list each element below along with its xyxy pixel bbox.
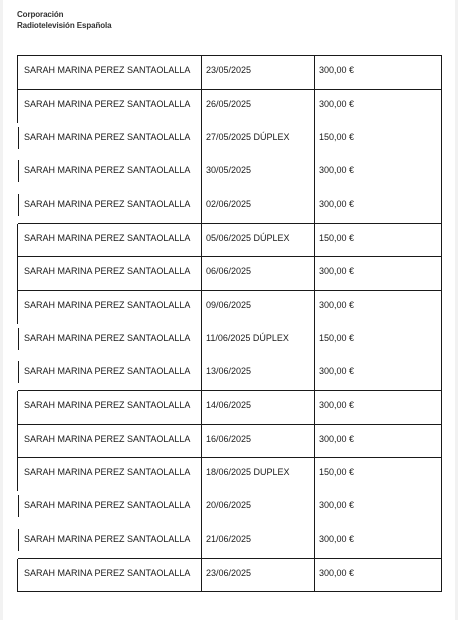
name-cell: SARAH MARINA PEREZ SANTAOLALLA	[18, 56, 202, 90]
name-cell: SARAH MARINA PEREZ SANTAOLALLA	[18, 123, 202, 157]
amount-cell: 150,00 €	[315, 324, 442, 358]
amount-cell: 300,00 €	[315, 257, 442, 291]
amount-cell: 300,00 €	[315, 357, 442, 391]
table-row	[18, 123, 442, 157]
name-cell: SARAH MARINA PEREZ SANTAOLALLA	[18, 257, 202, 291]
date-cell: 16/06/2025	[202, 424, 315, 458]
table-row	[18, 89, 442, 123]
date-cell: 11/06/2025 DÚPLEX	[202, 324, 315, 358]
table-row	[18, 190, 442, 224]
amount-cell: 300,00 €	[315, 558, 442, 592]
name-cell: SARAH MARINA PEREZ SANTAOLALLA	[18, 558, 202, 592]
table-row	[18, 290, 442, 324]
date-cell: 23/06/2025	[202, 558, 315, 592]
name-cell: SARAH MARINA PEREZ SANTAOLALLA	[18, 89, 202, 123]
name-cell: SARAH MARINA PEREZ SANTAOLALLA	[18, 491, 202, 525]
date-cell: 30/05/2025	[202, 156, 315, 190]
header-line-2: Radiotelevisión Española	[17, 21, 112, 30]
amount-cell: 300,00 €	[315, 424, 442, 458]
amount-cell: 300,00 €	[315, 156, 442, 190]
header-line-1: Corporación	[17, 10, 64, 19]
table-row	[18, 257, 442, 291]
name-cell: SARAH MARINA PEREZ SANTAOLALLA	[18, 391, 202, 425]
name-cell: SARAH MARINA PEREZ SANTAOLALLA	[18, 156, 202, 190]
table-row	[18, 357, 442, 391]
table-row	[18, 223, 442, 257]
table-row	[18, 324, 442, 358]
amount-cell: 150,00 €	[315, 458, 442, 492]
name-cell: SARAH MARINA PEREZ SANTAOLALLA	[18, 324, 202, 358]
amount-cell: 300,00 €	[315, 190, 442, 224]
date-cell: 09/06/2025	[202, 290, 315, 324]
date-cell: 21/06/2025	[202, 525, 315, 559]
amount-cell: 150,00 €	[315, 123, 442, 157]
table-row	[18, 156, 442, 190]
date-cell: 14/06/2025	[202, 391, 315, 425]
date-cell: 20/06/2025	[202, 491, 315, 525]
amount-cell: 300,00 €	[315, 56, 442, 90]
amount-cell: 150,00 €	[315, 223, 442, 257]
table-row	[18, 424, 442, 458]
payments-table	[17, 55, 442, 592]
name-cell: SARAH MARINA PEREZ SANTAOLALLA	[18, 223, 202, 257]
date-cell: 23/05/2025	[202, 56, 315, 90]
amount-cell: 300,00 €	[315, 290, 442, 324]
date-cell: 13/06/2025	[202, 357, 315, 391]
table-row	[18, 491, 442, 525]
amount-cell: 300,00 €	[315, 525, 442, 559]
document-page	[3, 0, 455, 620]
amount-cell: 300,00 €	[315, 391, 442, 425]
amount-cell: 300,00 €	[315, 491, 442, 525]
table-row	[18, 391, 442, 425]
date-cell: 02/06/2025	[202, 190, 315, 224]
date-cell: 18/06/2025 DUPLEX	[202, 458, 315, 492]
name-cell: SARAH MARINA PEREZ SANTAOLALLA	[18, 424, 202, 458]
table-row	[18, 56, 442, 90]
date-cell: 06/06/2025	[202, 257, 315, 291]
table-row	[18, 458, 442, 492]
date-cell: 27/05/2025 DÚPLEX	[202, 123, 315, 157]
date-cell: 26/05/2025	[202, 89, 315, 123]
amount-cell: 300,00 €	[315, 89, 442, 123]
table-row	[18, 558, 442, 592]
name-cell: SARAH MARINA PEREZ SANTAOLALLA	[18, 190, 202, 224]
company-header	[17, 9, 112, 31]
name-cell: SARAH MARINA PEREZ SANTAOLALLA	[18, 458, 202, 492]
name-cell: SARAH MARINA PEREZ SANTAOLALLA	[18, 290, 202, 324]
name-cell: SARAH MARINA PEREZ SANTAOLALLA	[18, 525, 202, 559]
table-row	[18, 525, 442, 559]
date-cell: 05/06/2025 DÚPLEX	[202, 223, 315, 257]
name-cell: SARAH MARINA PEREZ SANTAOLALLA	[18, 357, 202, 391]
